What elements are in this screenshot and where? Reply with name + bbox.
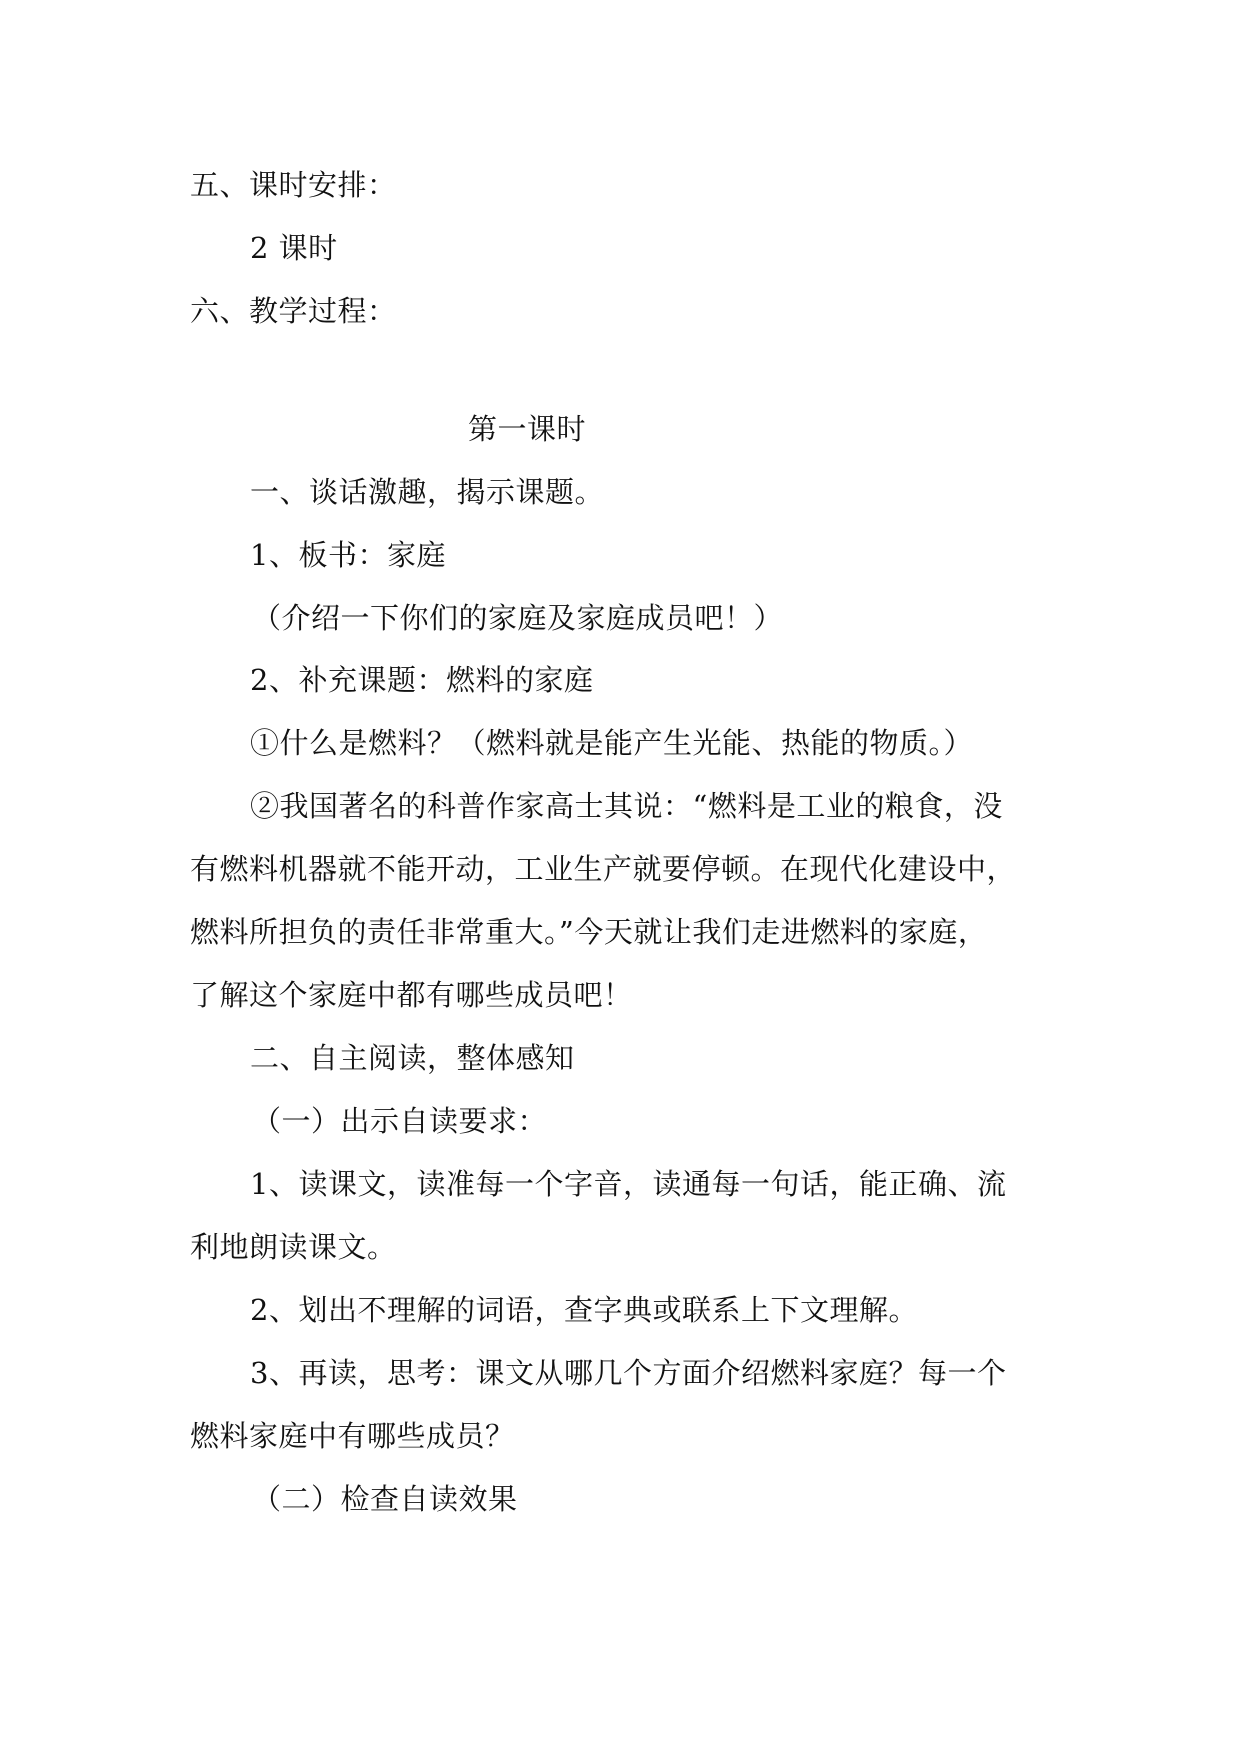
paragraph-line: 利地朗读课文。: [190, 1230, 397, 1264]
paragraph-line: 2、补充课题：燃料的家庭: [250, 663, 594, 697]
paragraph-line: 燃料家庭中有哪些成员？: [190, 1419, 515, 1453]
paragraph-line: 燃料所担负的责任非常重大。”今天就让我们走进燃料的家庭，: [190, 915, 988, 949]
paragraph-line: 3、再读，思考：课文从哪几个方面介绍燃料家庭？每一个: [250, 1356, 1007, 1390]
paragraph-line: （介绍一下你们的家庭及家庭成员吧！）: [252, 601, 784, 635]
section-heading-process: 六、教学过程：: [190, 294, 397, 328]
paragraph-line: 1、板书：家庭: [250, 538, 446, 572]
sub-heading-2: （二）检查自读效果: [252, 1482, 518, 1516]
schedule-text: 2 课时: [250, 231, 338, 265]
paragraph-line: 了解这个家庭中都有哪些成员吧！: [190, 978, 633, 1012]
paragraph-line: 有燃料机器就不能开动，工业生产就要停顿。在现代化建设中，: [190, 852, 1017, 886]
step-heading-1: 一、谈话激趣，揭示课题。: [250, 475, 605, 509]
paragraph-line: ①什么是燃料？（燃料就是能产生光能、热能的物质。）: [250, 726, 974, 760]
paragraph-line: 1、读课文，读准每一个字音，读通每一句话，能正确、流: [250, 1167, 1007, 1201]
paragraph-line: ②我国著名的科普作家高士其说：“燃料是工业的粮食，没: [250, 789, 1003, 823]
sub-heading-1: （一）出示自读要求：: [252, 1104, 548, 1138]
lesson-title: 第一课时: [468, 412, 587, 446]
section-heading-schedule: 五、课时安排：: [190, 168, 397, 202]
step-heading-2: 二、自主阅读，整体感知: [250, 1041, 575, 1075]
paragraph-line: 2、划出不理解的词语，查字典或联系上下文理解。: [250, 1293, 918, 1327]
